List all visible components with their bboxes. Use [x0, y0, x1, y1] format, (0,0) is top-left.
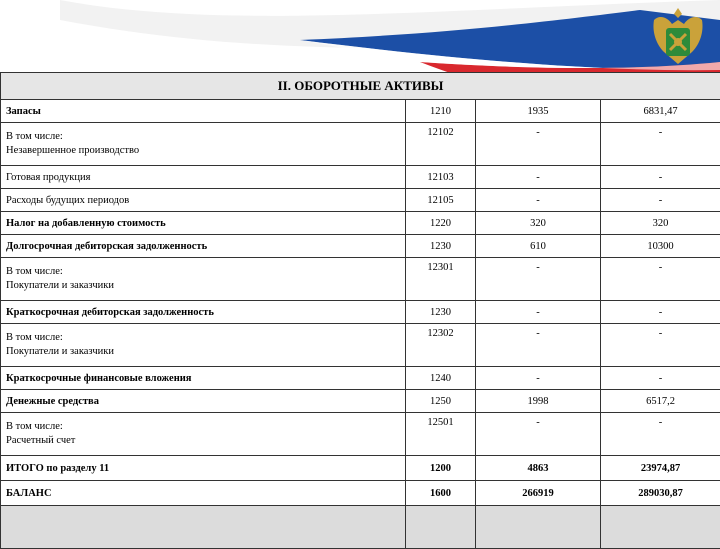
row-value-1: - [476, 189, 601, 212]
row-label-line-2: Расчетный счет [6, 434, 400, 448]
row-value-1: 320 [476, 212, 601, 235]
table-row [1, 258, 720, 301]
row-value-1: - [476, 301, 601, 324]
empty-cell [1, 506, 406, 549]
table-row [1, 301, 720, 324]
row-label: Налог на добавленную стоимость [1, 212, 406, 235]
row-value-2: - [601, 324, 720, 367]
row-code: 1200 [406, 456, 476, 481]
row-value-2: 289030,87 [601, 481, 720, 506]
table-row [1, 413, 720, 456]
row-label [1, 324, 406, 367]
row-label-line-2: Покупатели и заказчики [6, 279, 400, 293]
table-row [1, 212, 720, 235]
row-code: 12102 [406, 123, 476, 166]
table-row [1, 324, 720, 367]
row-value-1: 1998 [476, 390, 601, 413]
row-code: 12501 [406, 413, 476, 456]
table-row [1, 123, 720, 166]
table-row [1, 367, 720, 390]
row-value-2: 10300 [601, 235, 720, 258]
row-value-2: - [601, 413, 720, 456]
row-code: 1210 [406, 100, 476, 123]
row-value-1: 1935 [476, 100, 601, 123]
row-label: БАЛАНС [1, 481, 406, 506]
row-value-1: 266919 [476, 481, 601, 506]
row-code: 1600 [406, 481, 476, 506]
row-label-line-2: Незавершенное производство [6, 144, 400, 158]
table-title: II. ОБОРОТНЫЕ АКТИВЫ [1, 73, 720, 100]
row-value-2: - [601, 367, 720, 390]
row-code: 12301 [406, 258, 476, 301]
row-code: 1230 [406, 301, 476, 324]
row-value-2: 6517,2 [601, 390, 720, 413]
row-code: 12302 [406, 324, 476, 367]
row-code: 1230 [406, 235, 476, 258]
row-label: Долгосрочная дебиторская задолженность [1, 235, 406, 258]
row-label-line-1: В том числе: [6, 331, 400, 345]
row-label [1, 123, 406, 166]
row-code: 12103 [406, 166, 476, 189]
empty-cell [406, 506, 476, 549]
table-row [1, 456, 720, 481]
row-value-2: 6831,47 [601, 100, 720, 123]
row-code: 12105 [406, 189, 476, 212]
row-value-1: - [476, 413, 601, 456]
row-label: ИТОГО по разделу 11 [1, 456, 406, 481]
row-value-2: 320 [601, 212, 720, 235]
row-label: Готовая продукция [1, 166, 406, 189]
table-row-empty [1, 506, 720, 549]
row-value-1: - [476, 166, 601, 189]
current-assets-table [0, 72, 720, 549]
row-label: Краткосрочные финансовые вложения [1, 367, 406, 390]
row-value-2: - [601, 189, 720, 212]
row-value-2: - [601, 123, 720, 166]
table-row [1, 390, 720, 413]
table-row [1, 100, 720, 123]
row-label: Денежные средства [1, 390, 406, 413]
row-value-1: - [476, 258, 601, 301]
table-row [1, 481, 720, 506]
empty-cell [476, 506, 601, 549]
row-value-2: 23974,87 [601, 456, 720, 481]
row-label [1, 258, 406, 301]
row-label [1, 413, 406, 456]
row-code: 1240 [406, 367, 476, 390]
row-value-2: - [601, 258, 720, 301]
row-value-1: 610 [476, 235, 601, 258]
table-row [1, 235, 720, 258]
row-value-1: - [476, 123, 601, 166]
row-label-line-1: В том числе: [6, 130, 400, 144]
row-code: 1220 [406, 212, 476, 235]
row-label-line-1: В том числе: [6, 420, 400, 434]
russian-coat-of-arms-emblem-icon [646, 4, 710, 74]
table-row [1, 189, 720, 212]
row-label: Краткосрочная дебиторская задолженность [1, 301, 406, 324]
row-label-line-1: В том числе: [6, 265, 400, 279]
row-value-1: - [476, 324, 601, 367]
row-value-2: - [601, 301, 720, 324]
row-label: Расходы будущих периодов [1, 189, 406, 212]
table-row [1, 166, 720, 189]
row-label-line-2: Покупатели и заказчики [6, 345, 400, 359]
row-label: Запасы [1, 100, 406, 123]
row-value-1: 4863 [476, 456, 601, 481]
row-value-2: - [601, 166, 720, 189]
row-code: 1250 [406, 390, 476, 413]
empty-cell [601, 506, 720, 549]
row-value-1: - [476, 367, 601, 390]
